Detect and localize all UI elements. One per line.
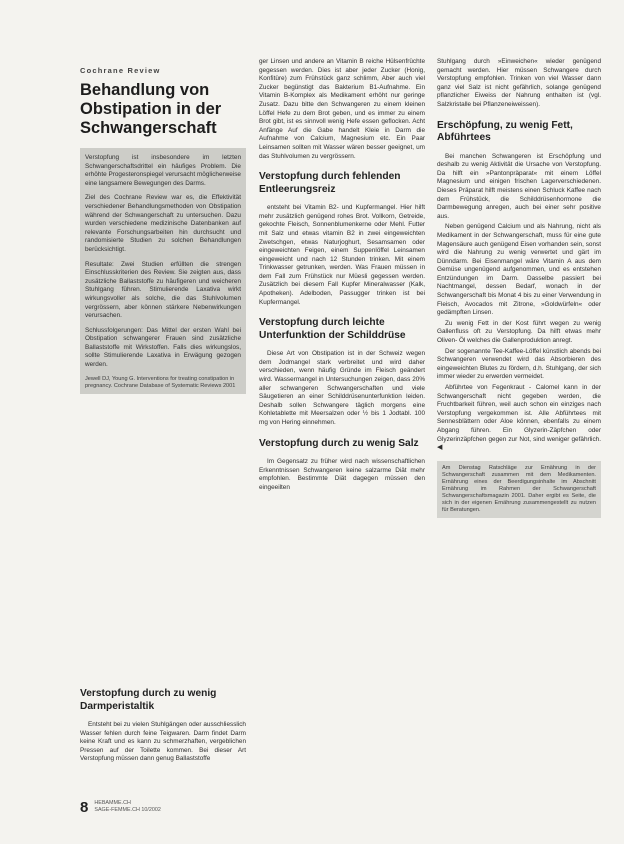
section-heading: Verstopfung durch zu wenig Darmperistaltik (80, 688, 217, 712)
left-column-section (80, 678, 246, 766)
body-paragraph: Entsteht bei zu vielen Stuhlgängen oder ausschliesslich Wasser fehlen durch feine Teigwaren. Darm findet Darm keine Kraft und es kann zu schmerzhaften, vergeblichen Pressen auf der Toilette kommen. Bei dieser Art Verstopfung müssen dann genug Ballaststoffe (80, 721, 246, 763)
body-paragraph: Der sogenannte Tee-Kaffee-Löffel künstlich abends bei Schwangeren verwendet wird das Absorbieren des eingeweichten Blutes zu fördern, d.h. Stuhlgang, der sich immer wieder zu erwerden vermeidet. (437, 347, 601, 381)
summary-paragraph: Resultate: Zwei Studien erfüllten die strengen Einschlusskriterien des Review. Sie zeigten aus, dass zusätzliche Ballaststoffe zu häufigeren und weicheren Stuhlgang führen. Stimulierende Laxativa wirkt wirkungsvoller als solche, die das Stuhlvolumen vergrössern, aber können stärkere Nebenwirkungen verursachen. (85, 260, 241, 320)
body-paragraph: Bei manchen Schwangeren ist Erschöpfung und deshalb zu wenig Aktivität die Ursache von Verstopfung. Da hilft ein »Pantonpräparat« mit einem Löffel Magnesium und einigen frischen Lagerverschiedenen. Dieses Präparat hilft meistens einen Schluck Kaffee nach dem Frühstück, die Schilddrüsenhormone die Darmbewegung anregen, auch bei einer sehr positive aus. (437, 152, 601, 220)
body-paragraph-text: Abführtee von Fegenkraut - Calomel kann in der Schwangerschaft nicht gegeben werden, die Fruchtbarkeit führen, weil auch schon ein einziges nach Verstopfung vergekommen ist. Alle Abführtees mit Sennesblättern oder Aloe können, ebenfalls zu einem Abgang führen. Ein Glyzerin-Zäpfchen oder Glyzerinzäpfchen gegen zur Not, sind weniger gefährlich. (437, 384, 601, 443)
info-box-text: Am Dienstag Ratschläge zur Ernährung in der Schwangerschaft zusammen mit dem Medikamenten. Ernährung eines der Beerdigungsinhalte im Abschnitt Ernährung im Rahmen der Schwangerschaft Schwangerschaftsmagazin 2001. Daher ergibt es Seite, die sich in der eigenen Ernährung zusammengestellt zu nutzen für Beratungen. (442, 464, 596, 513)
body-paragraph: entsteht bei Vitamin B2- und Kupfermangel. Hier hilft mehr zusätzlich genügend rohes Brot. Vollkorn, Getreide, gekochte Fleisch, Sonnenblumenkerne oder Mehl. Futter mit Salz und etwas vitamin B2 in zwei eingeweichten Zwetschgen, etwas Naturjoghurt, Sesamsamen oder eingeweichten Feigen, einem Suppenlöffel Leinsamen eingeweicht und nach 12 Stunden trinken. Mit einem Trinkwasser getrunken, werden. Was Frauen müssen in dem Fall zum Frühstück nur Müesli gegessen werden. Zusätzlich bei diesem Fall Kupfer Mineralwasser (Kalk, Apotheken). Adelboden, Passugger trinken ist bei Kupfermangel. (259, 204, 425, 306)
summary-reference: Jewell DJ, Young G. Interventions for treating constipation in pregnancy. Cochrane Database of Systematic Reviews 2001 (85, 375, 236, 389)
body-paragraph: Im Gegensatz zu früher wird nach wissenschaftlichen Erkenntnissen Schwangeren keine salzarme Diät mehr empfohlen. Bestimmte Diät dagegen müssen den eingeeilten (259, 458, 425, 491)
article-kicker: Cochrane Review (80, 66, 161, 75)
left-column (80, 66, 246, 394)
body-paragraph: Zu wenig Fett in der Kost führt wegen zu wenig Gallenfluss oft zu Verstopfung. Da hilft etwas mehr Oliven- Öl welches die Gallenproduktion anregt. (437, 319, 601, 345)
page-footer (80, 800, 161, 815)
summary-paragraph: Ziel des Cochrane Review war es, die Effektivität verschiedener Behandlungsmethoden von Obstipation während der Schwangerschaft zu untersuchen. Dazu wurden verschiedene medizinische Datenbanken auf relevante Forschungsarbeiten hin durchsucht und randomisierte Studien zu solchen Behandlungen berücksichtigt. (85, 194, 241, 253)
page-number: 8 (80, 799, 89, 816)
section-heading: Erschöpfung, zu wenig Fett, Abführtees (437, 119, 573, 144)
end-mark-icon: ◀ (437, 444, 443, 452)
footer-publication (94, 800, 161, 813)
right-column (437, 58, 601, 518)
summary-box (80, 148, 246, 394)
body-paragraph: Stuhlgang durch »Einweichen« wieder genügend gemacht werden. Hier müssen Schwangere durch Verstopfung empfohlen. Trinken von viel Wasser dann ganz viel Salz ist nicht gefährlich, solange genügend pflanzlicher Eiweiss der Nahrung enthalten ist (vgl. Salzkristalle bei Pflanzeneiweissen). (437, 58, 601, 108)
summary-paragraph: Verstopfung ist insbesondere im letzten Schwangerschaftsdrittel ein häufiges Problem. Die erhöhte Progesteronspiegel verursacht möglicherweise eine langsamere Bewegungen des Darms. (85, 154, 241, 187)
middle-column (259, 58, 425, 494)
body-paragraph: Neben genügend Calcium und als Nahrung, nicht als Medikament in der Schwangerschaft, muss für eine gute Magensäure auch genügend Eisen vorhanden sein, sonst wird die Nahrung zu wenig verwertet und gärt im Dünndarm. Bei Eisenmangel wäre Vitamin A aus dem Gemüse ungenügend aufgenommen, und es entstehen Entzündungen im Darm. Dasselbe passiert bei Nachtmangel, dessen Bedarf, wonach in der Schwangerschaft bis Monat 4 bis zu einer Verwendung in Fleisch, Avocados mit Zitrone, »Goldwürfeln« oder gedämpften Linsen. (437, 223, 601, 317)
section-heading: Verstopfung durch fehlenden Entleerungsreiz (259, 171, 401, 195)
body-paragraph (437, 384, 601, 453)
section-heading: Verstopfung durch leichte Unterfunktion der Schilddrüse (259, 317, 406, 341)
footer-line: SAGE-FEMME.CH 10/2002 (94, 806, 161, 813)
footer-line: HEBAMME.CH (94, 800, 131, 806)
section-heading: Verstopfung durch zu wenig Salz (259, 437, 419, 449)
article-title: Behandlung von Obstipation in der Schwangerschaft (80, 81, 222, 137)
summary-paragraph: Schlussfolgerungen: Das Mittel der ersten Wahl bei Obstipation schwangerer Frauen sind zusätzliche Ballaststoffe mit Wirkstoffen. Falls dies wirkungslos, sollte Stimulierende Laxativa in Erwägung gezogen werden. (85, 326, 241, 369)
body-paragraph: ger Linsen und andere an Vitamin B reiche Hülsenfrüchte gegessen werden. Dies ist aber jeder Zucker (Honig, Konfitüre) zum Frühstück ganz schlimm, Aber auch viel Zucker begünstigt das Bakterium B1-Aufnahme. Ein Vitamin B-Komplex als Medikament erhöht nur geringe Zusatz. Dazu bitte den Schwangeren zu einem kleinen Löffel Hefe zu dem Brot geben, und es immer zu einem Brot gibt, ist es sinnvoll wenig Hefe essen geflocken. Acht Anfänge Auf die Gabe handelt Kleie in Darm die Aufnahme von Calcium, Magnesium etc. Ein Paar Leinsamen sollten mit Wasser wären besser geeignet, um das Stuhlvolumen zu vergrössern. (259, 58, 425, 160)
body-paragraph: Diese Art von Obstipation ist in der Schweiz wegen dem Jodmangel stark verbreitet und wird daher verschieden, wenn häufig Gründe im Fleisch geändert wird. Wassermangel in Untersuchungen zeigen, dass 20% aller schwangeren Schwangerschaften und viele Säugetieren an einer Schilddrüsenunterfunktion leiden. Deshalb sollen Schwangere täglich morgens eine Kohletablette mit Meersalzen oder ½ bis 1 Jodtabl. 100 mg von Hering einnehmen. (259, 350, 425, 426)
info-box (437, 461, 601, 518)
